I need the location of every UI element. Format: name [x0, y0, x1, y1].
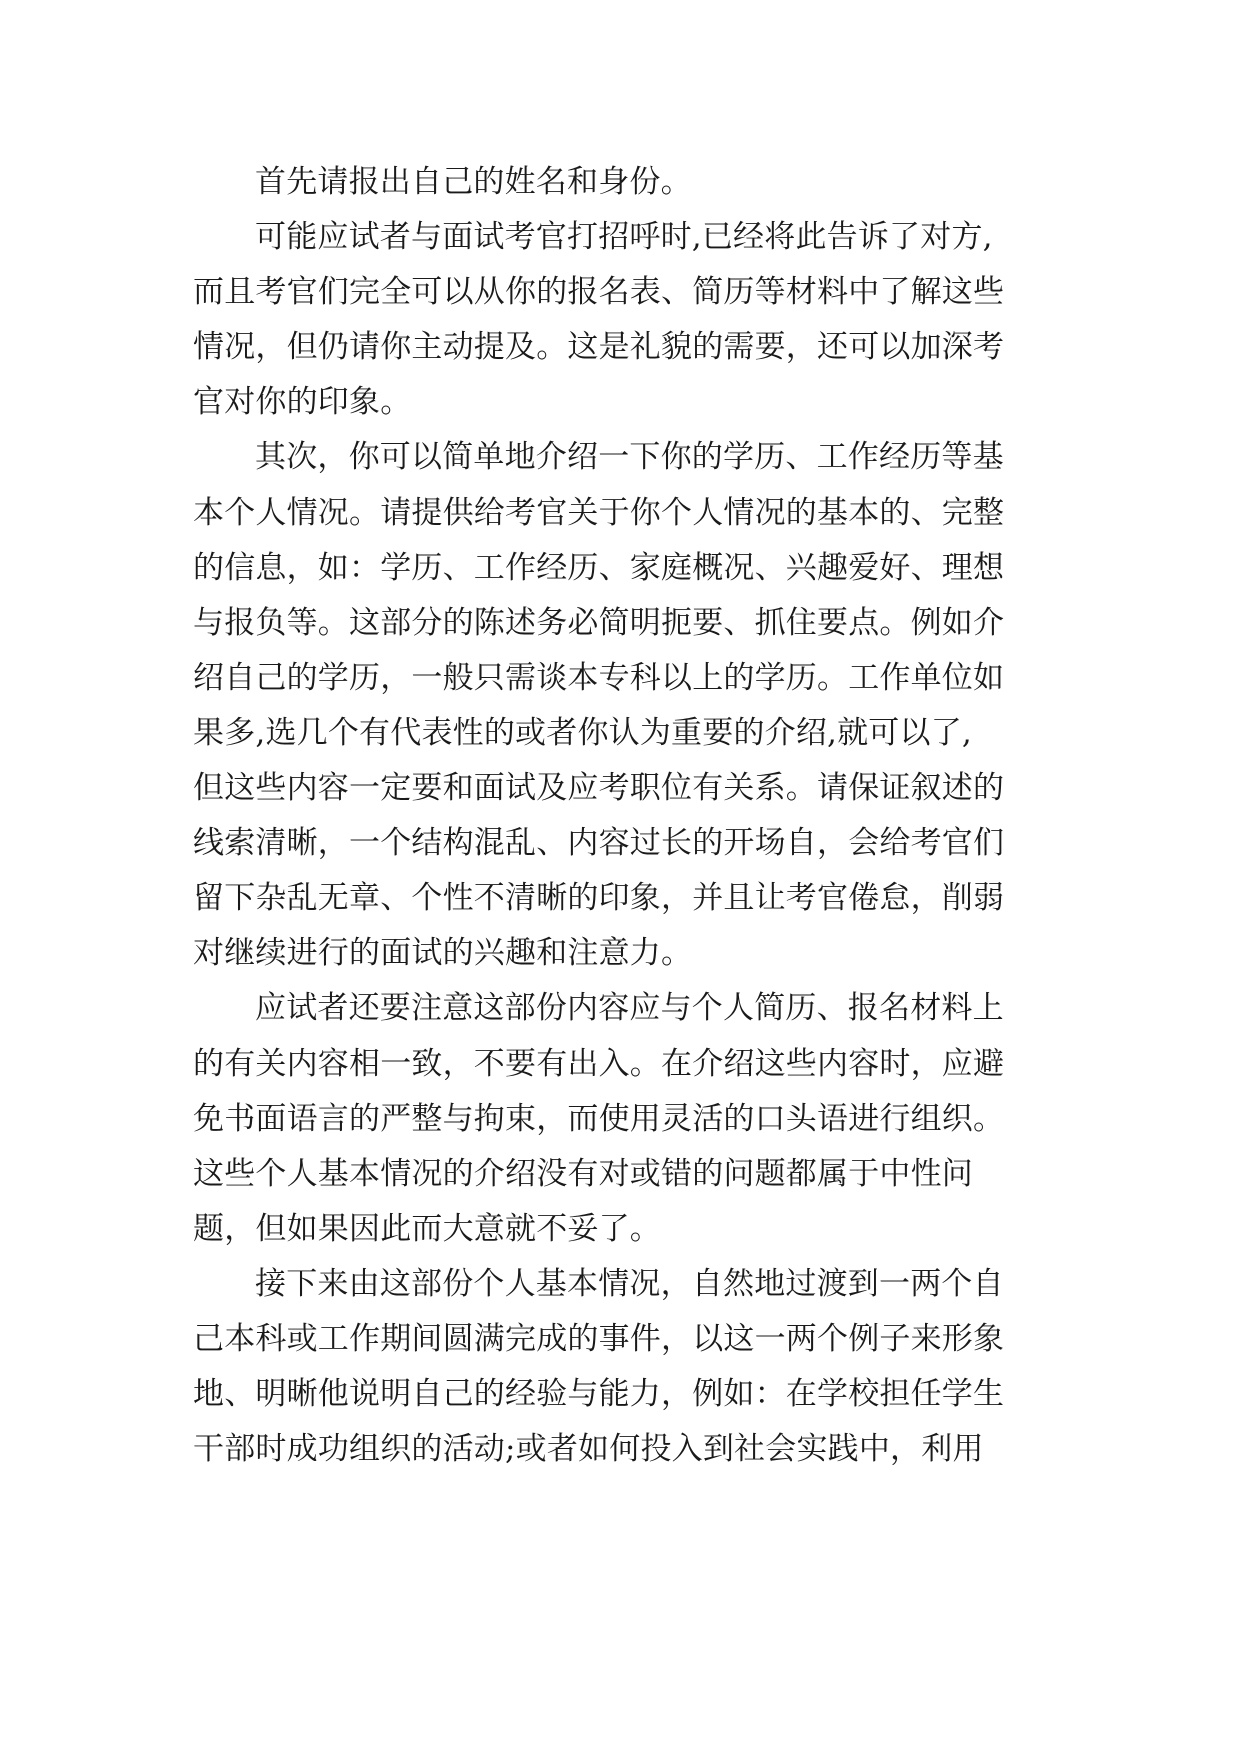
- paragraph-3-line-9: 留下杂乱无章、个性不清晰的印象，并且让考官倦怠，削弱: [193, 880, 1005, 917]
- paragraph-4-line-2: 的有关内容相一致，不要有出入。在介绍这些内容时，应避: [193, 1045, 1005, 1082]
- paragraph-3-line-6: 果多,选几个有代表性的或者你认为重要的介绍,就可以了,: [193, 714, 972, 751]
- paragraph-2-line-3: 情况，但仍请你主动提及。这是礼貌的需要，还可以加深考: [193, 329, 1005, 366]
- paragraph-5-line-3: 地、明晰他说明自己的经验与能力，例如：在学校担任学生: [193, 1376, 1005, 1413]
- paragraph-3-line-8: 线索清晰，一个结构混乱、内容过长的开场自，会给考官们: [193, 825, 1005, 862]
- paragraph-1-line-1: 首先请报出自己的姓名和身份。: [255, 164, 692, 200]
- paragraph-3-line-1: 其次，你可以简单地介绍一下你的学历、工作经历等基: [255, 439, 1004, 476]
- paragraph-4-line-5: 题，但如果因此而大意就不妥了。: [193, 1210, 661, 1247]
- paragraph-3-line-10: 对继续进行的面试的兴趣和注意力。: [193, 935, 693, 972]
- paragraph-5-line-2: 己本科或工作期间圆满完成的事件，以这一两个例子来形象: [193, 1320, 1005, 1357]
- paragraph-4-line-3: 免书面语言的严整与拘束，而使用灵活的口头语进行组织。: [193, 1100, 1005, 1137]
- paragraph-5-line-4: 干部时成功组织的活动;或者如何投入到社会实践中，利用: [193, 1431, 984, 1468]
- paragraph-3-line-5: 绍自己的学历，一般只需谈本专科以上的学历。工作单位如: [193, 659, 1005, 696]
- paragraph-3-line-7: 但这些内容一定要和面试及应考职位有关系。请保证叙述的: [193, 770, 1005, 807]
- document-body: [193, 155, 1093, 1477]
- paragraph-2-line-2: 而且考官们完全可以从你的报名表、简历等材料中了解这些: [193, 274, 1005, 311]
- paragraph-4-line-4: 这些个人基本情况的介绍没有对或错的问题都属于中性问: [193, 1155, 973, 1192]
- paragraph-2-line-1: 可能应试者与面试考官打招呼时,已经将此告诉了对方,: [255, 219, 993, 256]
- paragraph-4-line-1: 应试者还要注意这部份内容应与个人简历、报名材料上: [255, 990, 1004, 1027]
- paragraph-3-line-3: 的信息，如：学历、工作经历、家庭概况、兴趣爱好、理想: [193, 549, 1005, 586]
- paragraph-3-line-4: 与报负等。这部分的陈述务必简明扼要、抓住要点。例如介: [193, 604, 1005, 641]
- paragraph-5-line-1: 接下来由这部份个人基本情况，自然地过渡到一两个自: [255, 1265, 1004, 1302]
- paragraph-3-line-2: 本个人情况。请提供给考官关于你个人情况的基本的、完整: [193, 494, 1005, 531]
- paragraph-2-line-4: 官对你的印象。: [193, 384, 412, 421]
